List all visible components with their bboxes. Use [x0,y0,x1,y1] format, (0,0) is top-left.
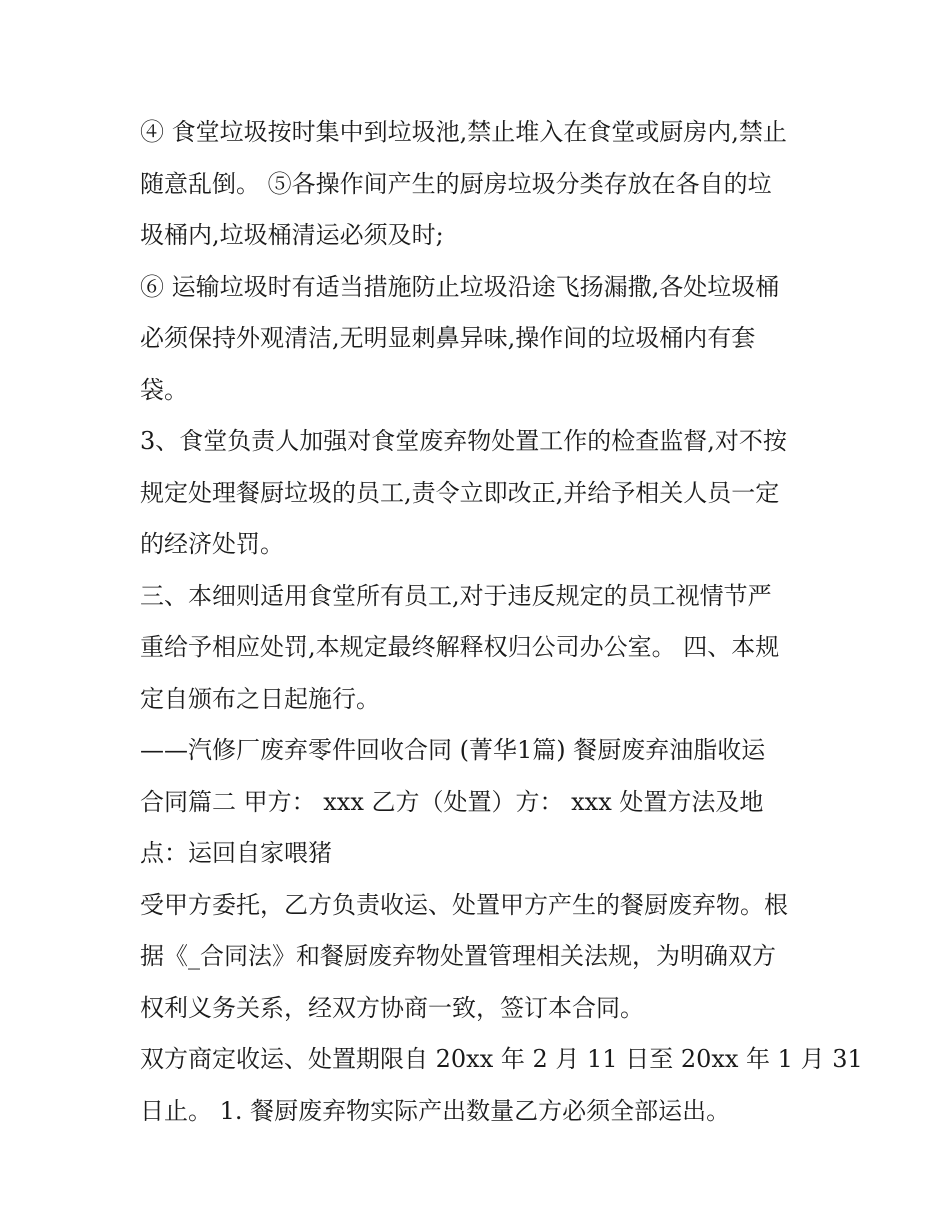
text-line: 圾桶内,垃圾桶清运必须及时; [140,221,444,249]
text-line: 规定处理餐厨垃圾的员工,责令立即改正,并给予相关人员一定 [140,478,780,507]
text-line: 日止。 1. 餐厨废弃物实际产出数量乙方必须全部运出。 [140,1096,731,1125]
text-line: ——汽修厂废弃零件回收合同 (菁华1篇) 餐厨废弃油脂收运 [140,736,766,764]
text-line: 必须保持外观清洁,无明显刺鼻异味,操作间的垃圾桶内有套 [140,324,756,352]
text-line: 重给予相应处罚,本规定最终解释权归公司办公室。 四、本规 [140,633,780,661]
text-line: 权利义务关系，经双方协商一致，签订本合同。 [140,993,644,1022]
text-line: 据《_合同法》和餐厨废弃物处置管理相关法规，为明确双方 [140,942,776,970]
text-line: 受甲方委托，乙方负责收运、处置甲方产生的餐厨废弃物。根 [140,890,788,919]
text-line: 3、食堂负责人加强对食堂废弃物处置工作的检查监督,对不按 [140,427,787,455]
text-line: ⑥ 运输垃圾时有适当措施防止垃圾沿途飞扬漏撒,各处垃圾桶 [140,272,780,301]
text-line: 三、本细则适用食堂所有员工,对于违反规定的员工视情节严 [140,581,772,610]
text-line: 合同篇二 甲方： xxx 乙方（处置）方： xxx 处置方法及地 [140,787,764,816]
text-line: 双方商定收运、处置期限自 20xx 年 2 月 11 日至 20xx 年 1 月 31 [140,1045,863,1073]
document-body [140,107,863,1137]
text-line: 定自颁布之日起施行。 [140,684,380,713]
text-line: 的经济处罚。 [140,530,284,558]
text-line: 随意乱倒。 ⑤各操作间产生的厨房垃圾分类存放在各自的垃 [140,169,772,198]
text-line: ④ 食堂垃圾按时集中到垃圾池,禁止堆入在食堂或厨房内,禁止 [140,118,787,146]
text-line: 袋。 [140,375,188,404]
text-line: 点：运回自家喂猪 [140,839,332,867]
